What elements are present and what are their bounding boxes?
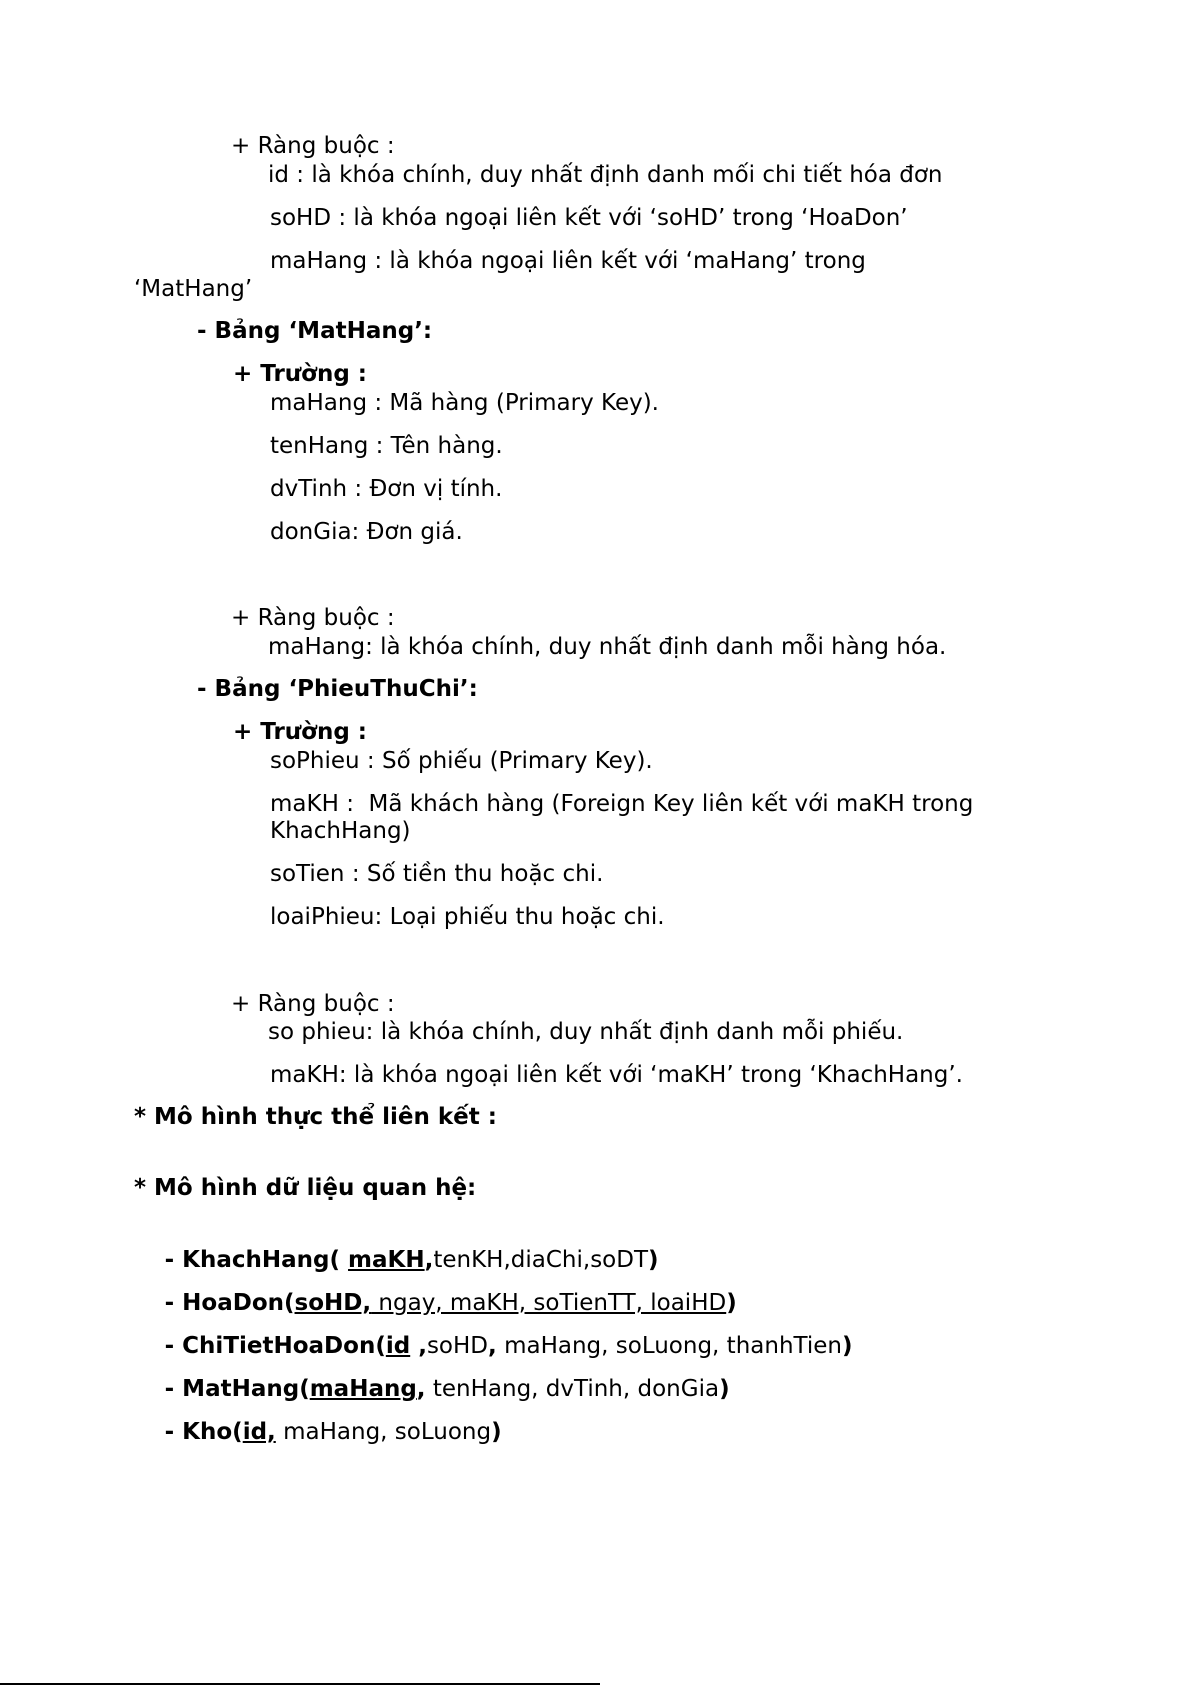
field-line-wrap: KhachHang) [270,818,411,844]
fields-heading: + Trường : [233,719,368,745]
primary-key: maHang [309,1376,417,1402]
constraints-heading: + Ràng buộc : [231,991,395,1017]
relation-prefix: - HoaDon( [164,1290,295,1316]
field-line: donGia: Đơn giá. [270,519,463,545]
relational-heading: * Mô hình dữ liệu quan hệ: [134,1175,477,1201]
field-line: soPhieu : Số phiếu (Primary Key). [270,748,653,774]
field-line: tenHang : Tên hàng. [270,433,503,459]
relation-attrs: tenHang, dvTinh, donGia [425,1376,720,1402]
field-line: soTien : Số tiền thu hoặc chi. [270,861,604,887]
relation-sep: , [410,1333,427,1359]
constraint-line: maHang: là khóa chính, duy nhất định danh mỗi hàng hóa. [268,634,947,660]
relation-prefix: - KhachHang( [164,1247,349,1273]
constraints-heading: + Ràng buộc : [231,605,395,631]
constraint-line: maKH: là khóa ngoại liên kết với ‘maKH’ trong ‘KhachHang’. [270,1062,963,1088]
primary-key: id, [242,1419,276,1445]
relation-attrs: maHang, soLuong, thanhTien [496,1333,842,1359]
field-line: dvTinh : Đơn vị tính. [270,476,503,502]
relation-prefix: - ChiTietHoaDon( [164,1333,386,1359]
erd-heading: * Mô hình thực thể liên kết : [134,1104,497,1130]
field-line: maKH : Mã khách hàng (Foreign Key liên kết với maKH trong [270,791,974,817]
relation-prefix: - Kho( [164,1419,243,1445]
primary-key: id [385,1333,411,1359]
primary-key: maKH [348,1247,425,1273]
relation-attrs: maHang, soLuong [275,1419,492,1445]
section-heading-mathang: - Bảng ‘MatHang’: [197,318,433,344]
fields-heading: + Trường : [233,361,368,387]
relation-close: ) [491,1419,502,1445]
constraint-line: maHang : là khóa ngoại liên kết với ‘maHang’ trong [270,248,866,274]
constraint-line: id : là khóa chính, duy nhất định danh mối chi tiết hóa đơn [268,162,943,188]
section-heading-phieuthuchi: - Bảng ‘PhieuThuChi’: [197,676,478,702]
relation-close: ) [726,1290,737,1316]
relation-close: ) [719,1376,730,1402]
relation-comma: , [416,1376,426,1402]
relation-prefix: - MatHang( [164,1376,310,1402]
relation-kho [150,1390,502,1446]
relation-comma: , [424,1247,434,1273]
constraint-line-wrap: ‘MatHang’ [134,276,253,302]
relation-attr: soHD [426,1333,489,1359]
field-line: maHang : Mã hàng (Primary Key). [270,390,659,416]
relation-attrs: ngay, maKH, soTienTT, loaiHD [371,1290,727,1316]
relation-close: ) [648,1247,659,1273]
primary-key: soHD, [294,1290,372,1316]
field-line: loaiPhieu: Loại phiếu thu hoặc chi. [270,904,665,930]
constraint-line: so phieu: là khóa chính, duy nhất định danh mỗi phiếu. [268,1019,904,1045]
relation-close: ) [841,1333,853,1359]
constraints-heading: + Ràng buộc : [231,133,395,159]
relation-comma: , [488,1333,497,1359]
constraint-line: soHD : là khóa ngoại liên kết với ‘soHD’ trong ‘HoaDon’ [270,205,908,231]
relation-attrs: tenKH,diaChi,soDT [433,1247,649,1273]
